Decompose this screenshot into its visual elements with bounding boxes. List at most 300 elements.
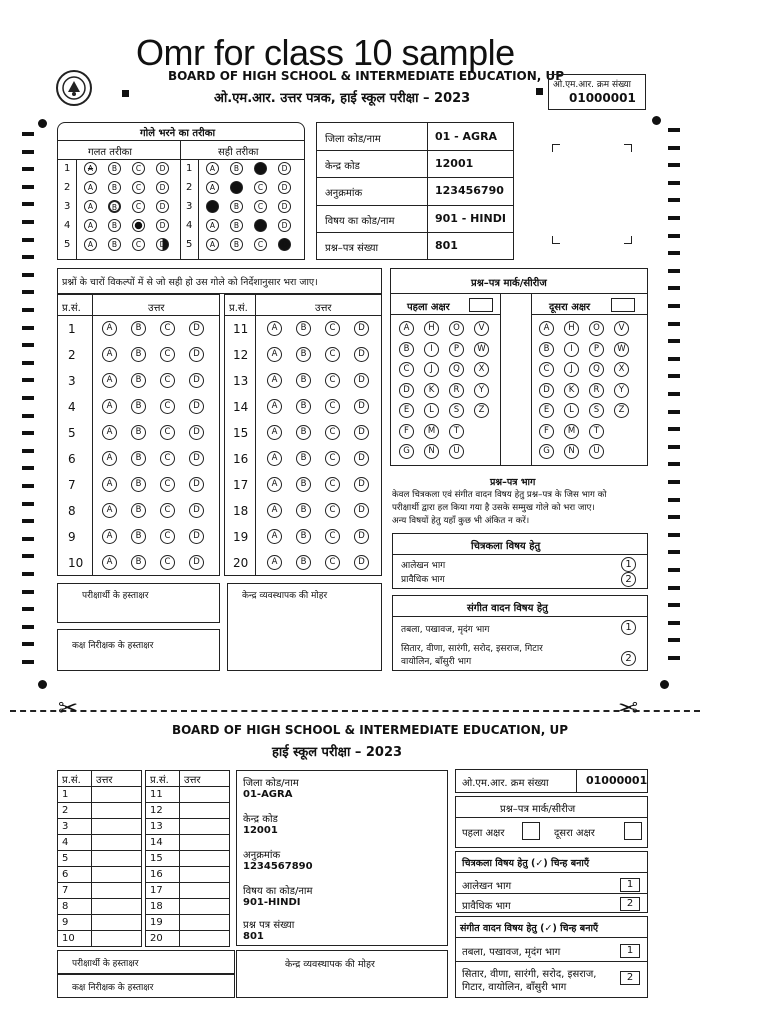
timing-mark-left [22, 431, 34, 435]
slip-question-number: 1 [58, 787, 92, 803]
wrong-method-bubble: B [108, 219, 121, 232]
slip-details-box [236, 770, 448, 946]
slip-answer-cell[interactable] [92, 787, 142, 803]
timing-mark-left [22, 396, 34, 400]
slip-seal-label: केन्द्र व्यवस्थापक की मोहर [285, 959, 375, 970]
page-title: Omr for class 10 sample [136, 32, 515, 73]
series-first-bubble[interactable]: E [399, 403, 414, 418]
timing-mark-left [22, 502, 34, 506]
wrong-method-bubble: D [156, 181, 169, 194]
answer-bubble-c[interactable]: C [325, 555, 340, 570]
timing-mark-right [668, 603, 680, 607]
answer-bubble-a[interactable]: A [267, 451, 282, 466]
question-number: 18 [233, 504, 249, 518]
wrong-method-bubble: C [132, 219, 145, 232]
slip-series-title: प्रश्न–पत्र मार्क/सीरीज [500, 804, 576, 815]
series-second-bubble[interactable]: U [589, 444, 604, 459]
answer-bubble-d[interactable]: D [189, 347, 204, 362]
timing-mark-right [668, 339, 680, 343]
question-number: 4 [68, 400, 76, 414]
slip-question-number: 16 [146, 867, 180, 883]
answer-bubble-d[interactable]: D [189, 425, 204, 440]
slip-question-number: 14 [146, 835, 180, 851]
answer-bubble-a[interactable]: A [267, 477, 282, 492]
slip-candidate-signature-box[interactable] [57, 950, 235, 974]
slip-art-box-1[interactable]: 1 [620, 878, 640, 892]
answer-bubble-c[interactable]: C [325, 529, 340, 544]
right-method-bubble: D [278, 200, 291, 213]
series-second-bubble[interactable]: Q [589, 362, 604, 377]
slip-first-label: पहला अक्षर [462, 828, 505, 839]
series-second-bubble[interactable]: P [589, 342, 604, 357]
slip-seal-box[interactable] [236, 950, 448, 998]
timing-mark-right [668, 410, 680, 414]
series-second-bubble[interactable]: Z [614, 403, 629, 418]
answer-grid-left [57, 294, 220, 576]
slip-answer-row [146, 867, 230, 883]
answer-bubble-c[interactable]: C [325, 373, 340, 388]
answer-bubble-d[interactable]: D [189, 503, 204, 518]
slip-art-box-2[interactable]: 2 [620, 897, 640, 911]
slip-second-box[interactable] [624, 822, 642, 840]
question-number: 2 [68, 348, 76, 362]
answer-bubble-d[interactable]: D [354, 321, 369, 336]
answer-bubble-d[interactable]: D [189, 477, 204, 492]
slip-art-box [455, 851, 648, 913]
slip-question-number: 18 [146, 899, 180, 915]
right-method-bubble: A [206, 200, 219, 213]
answer-bubble-c[interactable]: C [160, 425, 175, 440]
centre-seal-label: केन्द्र व्यवस्थापक की मोहर [242, 591, 328, 601]
part-line-2: परीक्षार्थी द्वारा हल किया गया है उसके सम्मुख गोले को भरा जाए। [392, 503, 595, 513]
series-first-bubble[interactable]: A [399, 321, 414, 336]
slip-first-box[interactable] [522, 822, 540, 840]
answer-bubble-c[interactable]: C [160, 529, 175, 544]
answer-bubble-b[interactable]: B [131, 373, 146, 388]
wrong-method-bubble: D [156, 219, 169, 232]
fill-method-box [57, 122, 305, 260]
slip-music-box [455, 916, 648, 998]
series-first-bubble[interactable]: W [474, 342, 489, 357]
board-name: BOARD OF HIGH SCHOOL & INTERMEDIATE EDUCATION, UP [168, 69, 565, 83]
series-first-bubble[interactable]: Z [474, 403, 489, 418]
question-number: 8 [68, 504, 76, 518]
answer-bubble-b[interactable]: B [131, 425, 146, 440]
slip-answer-cell[interactable] [92, 931, 142, 947]
series-first-bubble[interactable]: R [449, 383, 464, 398]
answer-bubble-d[interactable]: D [189, 321, 204, 336]
series-first-bubble[interactable]: K [424, 383, 439, 398]
first-letter-box[interactable] [469, 298, 493, 312]
answer-bubble-d[interactable]: D [354, 399, 369, 414]
right-method-bubble: A [206, 162, 219, 175]
col-a-right: उत्तर [315, 303, 332, 314]
method-row-number: 5 [64, 239, 71, 250]
answer-bubble-b[interactable]: B [296, 399, 311, 414]
answer-bubble-d[interactable]: D [189, 555, 204, 570]
answer-bubble-c[interactable]: C [160, 373, 175, 388]
timing-mark-left [22, 326, 34, 330]
music-bubble-2[interactable]: 2 [621, 651, 636, 666]
detail-value: 123456790 [435, 184, 504, 198]
slip-answer-cell[interactable] [180, 803, 230, 819]
answer-bubble-a[interactable]: A [102, 347, 117, 362]
answer-bubble-a[interactable]: A [102, 503, 117, 518]
col-q-right: प्र.सं. [229, 303, 248, 314]
series-first-bubble[interactable]: F [399, 424, 414, 439]
slip-art-title: चित्रकला विषय हेतु (✓) चिन्ह बनाएँ [462, 858, 590, 869]
series-first-bubble[interactable]: V [474, 321, 489, 336]
slip-col-a-right: उत्तर [180, 771, 230, 787]
timing-mark-left [22, 361, 34, 365]
answer-bubble-a[interactable]: A [267, 321, 282, 336]
series-second-bubble[interactable]: R [589, 383, 604, 398]
series-first-bubble[interactable]: D [399, 383, 414, 398]
slip-answer-cell[interactable] [92, 883, 142, 899]
corner-dot-br [660, 680, 669, 689]
answer-bubble-d[interactable]: D [354, 529, 369, 544]
wrong-method-bubble: D [156, 162, 169, 175]
series-second-bubble[interactable]: O [589, 321, 604, 336]
timing-mark-right [668, 480, 680, 484]
answer-bubble-a[interactable]: A [267, 373, 282, 388]
answer-bubble-d[interactable]: D [354, 555, 369, 570]
right-method-bubble: A [206, 238, 219, 251]
answer-bubble-b[interactable]: B [131, 399, 146, 414]
series-second-bubble[interactable]: A [539, 321, 554, 336]
header-square-right [536, 88, 543, 95]
wrong-method-bubble: A [84, 162, 97, 175]
wrong-method-bubble: D [156, 238, 169, 251]
slip-answer-cell[interactable] [180, 851, 230, 867]
candidate-signature-box[interactable] [57, 583, 220, 623]
answer-bubble-a[interactable]: A [267, 425, 282, 440]
answer-bubble-b[interactable]: B [131, 477, 146, 492]
answer-bubble-a[interactable]: A [102, 321, 117, 336]
answer-bubble-d[interactable]: D [189, 399, 204, 414]
series-second-bubble[interactable]: T [589, 424, 604, 439]
timing-mark-left [22, 150, 34, 154]
timing-mark-right [668, 181, 680, 185]
slip-invigilator-signature-label: कक्ष निरीक्षक के हस्ताक्षर [72, 983, 154, 993]
scissors-left-icon: ✂ [58, 694, 79, 722]
slip-answer-row [58, 915, 142, 931]
method-row-number: 2 [186, 182, 193, 193]
series-first-bubble[interactable]: S [449, 403, 464, 418]
slip-answer-cell[interactable] [180, 819, 230, 835]
answer-bubble-a[interactable]: A [102, 373, 117, 388]
series-first-bubble[interactable]: H [424, 321, 439, 336]
question-number: 20 [233, 556, 249, 570]
slip-second-label: दूसरा अक्षर [554, 828, 595, 839]
timing-mark-right [668, 269, 680, 273]
answer-bubble-c[interactable]: C [325, 477, 340, 492]
series-second-bubble[interactable]: H [564, 321, 579, 336]
part-line-1: केवल चित्रकला एवं संगीत वादन विषय हेतु प्रश्न–पत्र के जिस भाग को [392, 490, 607, 500]
answer-bubble-d[interactable]: D [354, 503, 369, 518]
answer-bubble-d[interactable]: D [189, 529, 204, 544]
answer-bubble-b[interactable]: B [296, 321, 311, 336]
answer-bubble-c[interactable]: C [325, 451, 340, 466]
answer-bubble-d[interactable]: D [354, 373, 369, 388]
series-first-bubble[interactable]: L [424, 403, 439, 418]
answer-bubble-c[interactable]: C [160, 399, 175, 414]
right-method-bubble: C [254, 238, 267, 251]
corner-dot-tr [652, 116, 661, 125]
timing-mark-right [668, 568, 680, 572]
series-second-bubble[interactable]: L [564, 403, 579, 418]
col-q-left: प्र.सं. [62, 303, 81, 314]
answer-bubble-b[interactable]: B [296, 451, 311, 466]
wrong-method-bubble: A [84, 181, 97, 194]
second-letter-label: दूसरा अक्षर [549, 302, 591, 313]
timing-mark-right [668, 198, 680, 202]
timing-mark-left [22, 202, 34, 206]
right-method-bubble: C [254, 200, 267, 213]
series-second-bubble[interactable]: B [539, 342, 554, 357]
timing-mark-right [668, 515, 680, 519]
slip-roll-value: 1234567890 [243, 861, 313, 872]
slip-answer-row [58, 835, 142, 851]
slip-paper-value: 801 [243, 931, 264, 942]
answer-bubble-d[interactable]: D [354, 451, 369, 466]
answer-bubble-a[interactable]: A [102, 555, 117, 570]
answer-bubble-a[interactable]: A [267, 347, 282, 362]
answer-bubble-c[interactable]: C [325, 399, 340, 414]
slip-answer-cell[interactable] [180, 931, 230, 947]
slip-answer-row [58, 851, 142, 867]
answer-bubble-c[interactable]: C [160, 451, 175, 466]
timing-mark-left [22, 308, 34, 312]
series-first-bubble[interactable]: C [399, 362, 414, 377]
detail-value: 801 [435, 238, 458, 252]
answer-bubble-a[interactable]: A [267, 399, 282, 414]
slip-question-number: 8 [58, 899, 92, 915]
answer-bubble-a[interactable]: A [267, 529, 282, 544]
answer-bubble-b[interactable]: B [296, 503, 311, 518]
answer-bubble-a[interactable]: A [267, 555, 282, 570]
slip-question-number: 12 [146, 803, 180, 819]
art-row-2: प्रावैधिक भाग [401, 575, 445, 585]
slip-answer-row [146, 899, 230, 915]
header-square-left [122, 90, 129, 97]
question-number: 11 [233, 322, 249, 336]
right-method-bubble: D [278, 162, 291, 175]
answer-instruction-box [57, 268, 382, 294]
series-second-bubble[interactable]: I [564, 342, 579, 357]
answer-bubble-d[interactable]: D [354, 425, 369, 440]
slip-serial-box [455, 769, 648, 793]
scissors-right-icon: ✂ [618, 694, 639, 722]
timing-mark-right [668, 498, 680, 502]
slip-music-title: संगीत वादन विषय हेतु (✓) चिन्ह बनाएँ [460, 923, 599, 934]
answer-bubble-d[interactable]: D [189, 373, 204, 388]
slip-subject-label: विषय का कोड/नाम [243, 886, 313, 897]
answer-bubble-b[interactable]: B [296, 529, 311, 544]
answer-bubble-c[interactable]: C [160, 503, 175, 518]
timing-mark-left [22, 343, 34, 347]
invigilator-signature-box[interactable] [57, 629, 220, 671]
answer-bubble-b[interactable]: B [296, 347, 311, 362]
answer-bubble-c[interactable]: C [160, 477, 175, 492]
answer-bubble-a[interactable]: A [102, 425, 117, 440]
slip-answer-row [58, 931, 142, 947]
music-bubble-1[interactable]: 1 [621, 620, 636, 635]
answer-bubble-b[interactable]: B [296, 555, 311, 570]
series-second-bubble[interactable]: J [564, 362, 579, 377]
series-first-bubble[interactable]: X [474, 362, 489, 377]
series-first-bubble[interactable]: T [449, 424, 464, 439]
omr-serial-number: 01000001 [569, 91, 636, 105]
series-first-bubble[interactable]: M [424, 424, 439, 439]
series-second-bubble[interactable]: Y [614, 383, 629, 398]
detail-value: 12001 [435, 157, 474, 171]
wrong-method-bubble: C [132, 162, 145, 175]
method-row-number: 4 [64, 220, 71, 231]
answer-instruction: प्रश्नों के चारों विकल्पों में से जो सही हो उस गोले को निर्देशानुसार भरा जाए। [62, 277, 318, 288]
right-method-bubble: C [254, 181, 267, 194]
answer-bubble-a[interactable]: A [102, 451, 117, 466]
answer-bubble-c[interactable]: C [325, 321, 340, 336]
answer-bubble-c[interactable]: C [160, 555, 175, 570]
centre-seal-box[interactable] [227, 583, 382, 671]
answer-bubble-b[interactable]: B [296, 425, 311, 440]
answer-bubble-b[interactable]: B [131, 555, 146, 570]
answer-bubble-a[interactable]: A [267, 503, 282, 518]
right-method-bubble: D [278, 219, 291, 232]
answer-bubble-a[interactable]: A [102, 399, 117, 414]
slip-answer-cell[interactable] [180, 787, 230, 803]
slip-answer-cell[interactable] [92, 899, 142, 915]
answer-bubble-b[interactable]: B [296, 477, 311, 492]
slip-music-box-2[interactable]: 2 [620, 971, 640, 985]
answer-bubble-c[interactable]: C [325, 503, 340, 518]
right-method-bubble: A [206, 219, 219, 232]
answer-bubble-d[interactable]: D [189, 451, 204, 466]
answer-bubble-d[interactable]: D [354, 347, 369, 362]
answer-bubble-a[interactable]: A [102, 477, 117, 492]
series-second-bubble[interactable]: V [614, 321, 629, 336]
series-first-bubble[interactable]: J [424, 362, 439, 377]
series-first-bubble[interactable]: N [424, 444, 439, 459]
series-second-bubble[interactable]: K [564, 383, 579, 398]
series-first-bubble[interactable]: U [449, 444, 464, 459]
timing-mark-left [22, 273, 34, 277]
series-first-bubble[interactable]: B [399, 342, 414, 357]
series-second-bubble[interactable]: F [539, 424, 554, 439]
corner-dot-bl [38, 680, 47, 689]
wrong-method-bubble: C [132, 238, 145, 251]
candidate-details-box [316, 122, 514, 260]
slip-answer-row [58, 883, 142, 899]
slip-district-value: 01-AGRA [243, 789, 293, 800]
answer-bubble-c[interactable]: C [160, 347, 175, 362]
wrong-method-bubble: B [108, 162, 121, 175]
slip-answer-cell[interactable] [92, 851, 142, 867]
right-method-bubble: D [278, 238, 291, 251]
slip-answer-row [58, 787, 142, 803]
part-line-3: अन्य विषयों हेतु यहाँ कुछ भी अंकित न करें। [392, 516, 530, 526]
slip-answer-cell[interactable] [92, 867, 142, 883]
answer-bubble-c[interactable]: C [160, 321, 175, 336]
series-first-bubble[interactable]: G [399, 444, 414, 459]
slip-answer-row [146, 819, 230, 835]
series-second-bubble[interactable]: M [564, 424, 579, 439]
timing-mark-right [668, 445, 680, 449]
series-first-bubble[interactable]: P [449, 342, 464, 357]
series-second-bubble[interactable]: G [539, 444, 554, 459]
series-first-bubble[interactable]: I [424, 342, 439, 357]
question-number: 7 [68, 478, 76, 492]
series-first-bubble[interactable]: O [449, 321, 464, 336]
answer-bubble-c[interactable]: C [325, 425, 340, 440]
answer-bubble-a[interactable]: A [102, 529, 117, 544]
slip-invigilator-signature-box[interactable] [57, 974, 235, 998]
question-number: 17 [233, 478, 249, 492]
series-second-bubble[interactable]: C [539, 362, 554, 377]
slip-answer-row [58, 803, 142, 819]
slip-answer-cell[interactable] [180, 899, 230, 915]
series-second-bubble[interactable]: W [614, 342, 629, 357]
art-bubble-1[interactable]: 1 [621, 557, 636, 572]
slip-answer-cell[interactable] [180, 867, 230, 883]
series-second-bubble[interactable]: E [539, 403, 554, 418]
answer-bubble-b[interactable]: B [131, 451, 146, 466]
slip-answer-table-right [145, 770, 230, 947]
slip-candidate-signature-label: परीक्षार्थी के हस्ताक्षर [72, 959, 139, 969]
answer-bubble-c[interactable]: C [325, 347, 340, 362]
timing-mark-left [22, 625, 34, 629]
corner-dot-tl [38, 119, 47, 128]
second-letter-box[interactable] [611, 298, 635, 312]
answer-bubble-b[interactable]: B [131, 321, 146, 336]
answer-bubble-b[interactable]: B [131, 503, 146, 518]
slip-answer-cell[interactable] [180, 883, 230, 899]
slip-serial-value: 01000001 [586, 774, 648, 787]
detail-value: 01 - AGRA [435, 130, 498, 143]
series-second-bubble[interactable]: X [614, 362, 629, 377]
question-number: 13 [233, 374, 249, 388]
slip-answer-cell[interactable] [92, 803, 142, 819]
timing-mark-left [22, 185, 34, 189]
timing-mark-left [22, 167, 34, 171]
slip-question-number: 13 [146, 819, 180, 835]
slip-answer-cell[interactable] [180, 915, 230, 931]
answer-bubble-d[interactable]: D [354, 477, 369, 492]
timing-mark-right [668, 322, 680, 326]
series-second-bubble[interactable]: D [539, 383, 554, 398]
slip-answer-cell[interactable] [92, 915, 142, 931]
timing-mark-left [22, 607, 34, 611]
series-first-bubble[interactable]: Q [449, 362, 464, 377]
timing-mark-right [668, 286, 680, 290]
art-title: चित्रकला विषय हेतु [471, 541, 541, 552]
series-second-bubble[interactable]: S [589, 403, 604, 418]
answer-bubble-b[interactable]: B [131, 347, 146, 362]
timing-mark-right [668, 621, 680, 625]
slip-answer-cell[interactable] [180, 835, 230, 851]
art-bubble-2[interactable]: 2 [621, 572, 636, 587]
series-first-bubble[interactable]: Y [474, 383, 489, 398]
slip-answer-cell[interactable] [92, 835, 142, 851]
answer-bubble-b[interactable]: B [296, 373, 311, 388]
timing-mark-right [668, 656, 680, 660]
series-second-bubble[interactable]: N [564, 444, 579, 459]
slip-answer-row [58, 899, 142, 915]
slip-answer-cell[interactable] [92, 819, 142, 835]
answer-bubble-b[interactable]: B [131, 529, 146, 544]
slip-music-box-1[interactable]: 1 [620, 944, 640, 958]
